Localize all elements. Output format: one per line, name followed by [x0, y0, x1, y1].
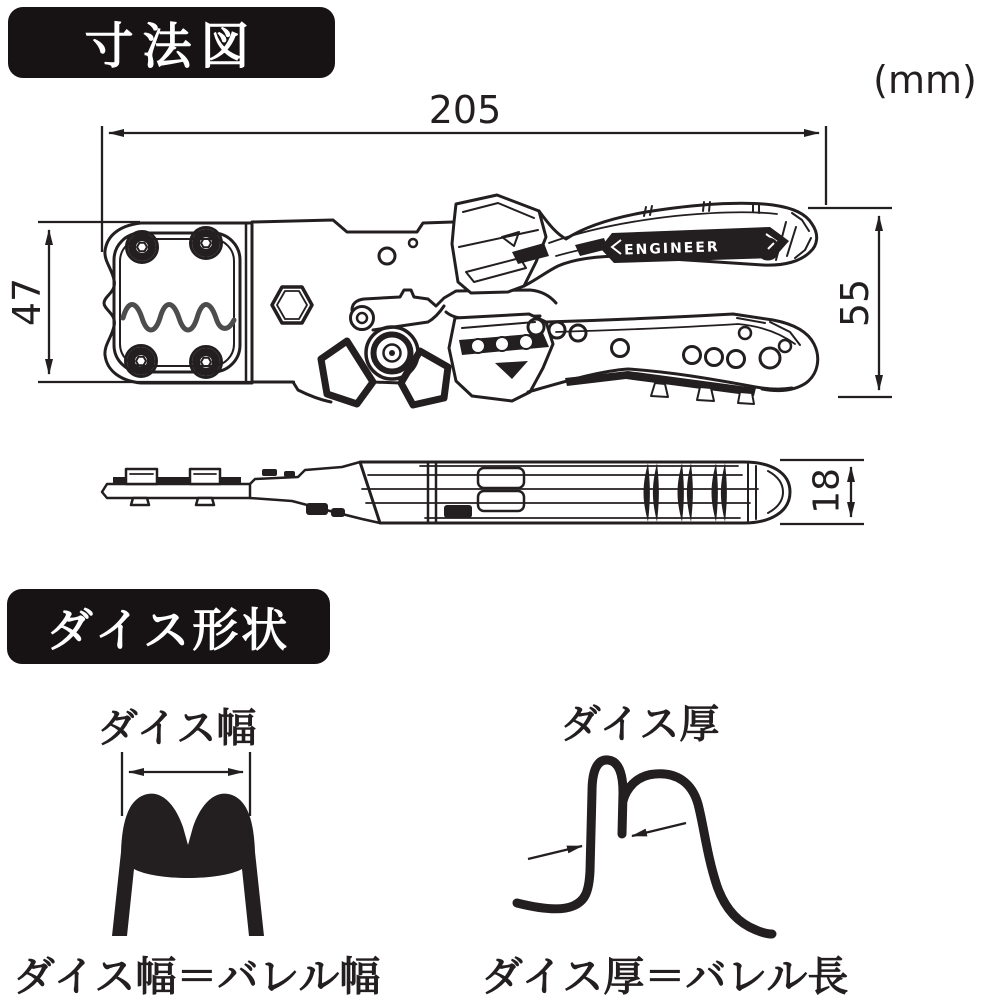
- tool-top-view: [104, 195, 818, 405]
- die-width-caption: ダイス幅＝バレル幅: [13, 952, 381, 1000]
- unit-label: (mm): [873, 58, 977, 102]
- stripper-pivot: [351, 307, 374, 330]
- section-title-die-shape: ダイス形状: [7, 589, 330, 664]
- grip-ribs: [644, 463, 727, 522]
- dim-body-thickness: 18: [806, 468, 848, 514]
- crimp-teeth: [123, 305, 234, 331]
- die-width-label: ダイス幅: [97, 705, 257, 752]
- die-width-figure: [112, 752, 264, 936]
- section-title-dimensions: 寸法図: [8, 7, 335, 78]
- dim-handle-spread: 55: [833, 278, 877, 328]
- dim-overall-length: 205: [428, 88, 502, 132]
- dim-head-width: 47: [5, 277, 49, 327]
- upper-handle: [452, 195, 817, 293]
- crimp-head: [104, 223, 252, 383]
- lower-handle: [449, 314, 818, 404]
- die-width-profile: [112, 794, 264, 936]
- brand-label: ENGINEER: [623, 239, 720, 259]
- die-thickness-caption: ダイス厚＝バレル長: [481, 952, 849, 1000]
- die-thickness-label: ダイス厚: [560, 701, 720, 748]
- tool-side-view: [102, 462, 790, 523]
- die-thickness-figure: [517, 760, 772, 934]
